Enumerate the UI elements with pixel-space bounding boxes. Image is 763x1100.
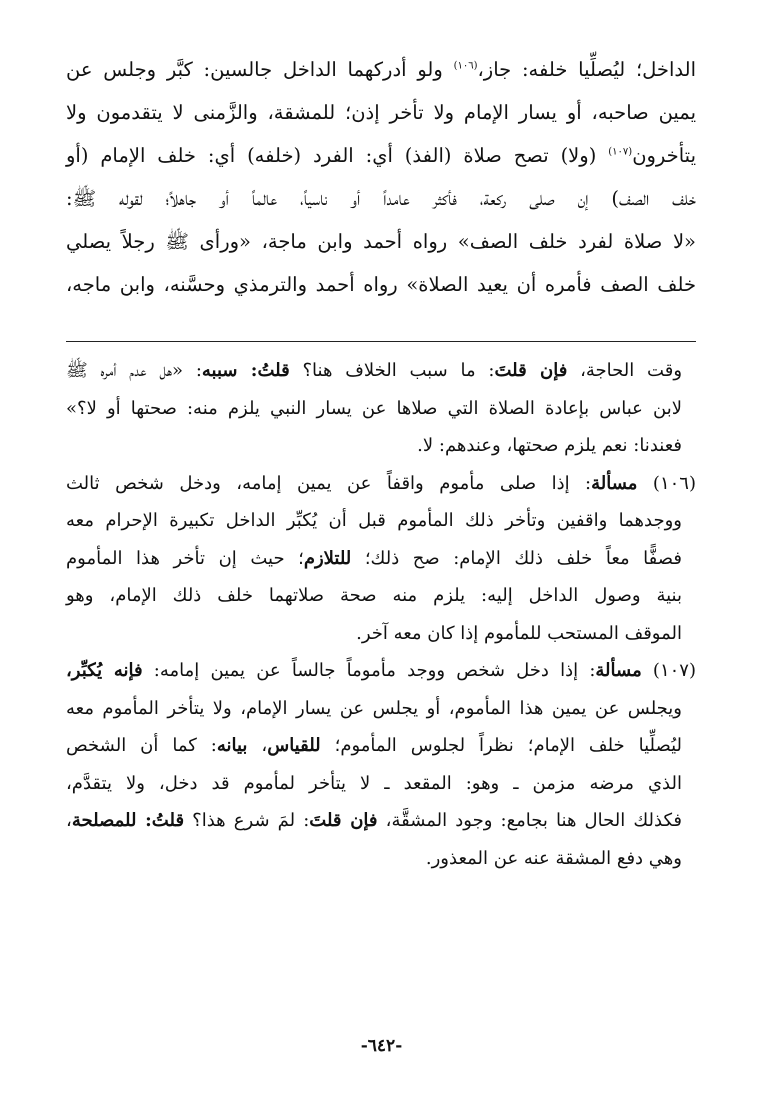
footnote-106-line-1 bbox=[66, 465, 696, 503]
main-line-3 bbox=[66, 134, 696, 177]
text: للقياس bbox=[267, 735, 321, 756]
text: الداخل؛ ليُصلِّيا خلفه: جاز، bbox=[477, 58, 696, 81]
text: ، bbox=[247, 735, 268, 756]
text: يتأخرون bbox=[632, 144, 696, 167]
footnote-107-line-1 bbox=[66, 652, 696, 690]
main-line-2: يمين صاحبه، أو يسار الإمام ولا تأخر إذن؛ للمشقة، والزَّمنى لا يتقدمون ولا bbox=[66, 101, 696, 124]
text: للتلازم bbox=[303, 547, 352, 569]
footnote-107-line-2: ويجلس عن يمين هذا المأموم، أو يجلس عن يسار الإمام، ولا يتأخر المأموم معه bbox=[66, 697, 682, 719]
text: فكذلك الحال هنا بجامع: وجود المشقَّة، bbox=[377, 810, 682, 831]
note-cont-line-1 bbox=[66, 352, 696, 390]
text: فإن قلتَ bbox=[309, 810, 378, 831]
main-line-1 bbox=[66, 48, 696, 91]
footnote-ref-106[interactable]: (١٠٦) bbox=[453, 60, 478, 72]
text: : إذا صلى مأموم واقفاً عن يمين إمامه، ودخل شخص ثالث bbox=[66, 472, 592, 494]
text: قلتُ: سببه bbox=[201, 360, 290, 381]
footnote-107-line-5 bbox=[66, 802, 696, 840]
text: ليُصلِّيا خلف الإمام؛ نظراً لجلوس المأموم؛ bbox=[320, 735, 683, 756]
text: قلتُ: للمصلحة bbox=[71, 810, 185, 831]
footnote-divider bbox=[66, 341, 696, 342]
footnote-106-line-5: الموقف المستحب للمأموم إذا كان معه آخر. bbox=[356, 622, 682, 644]
footnote-number: (١٠٦) bbox=[637, 472, 696, 494]
footnote-106-line-2: ووجدهما واقفين وتأخر ذلك المأموم قبل أن يُكبِّر الداخل تكبيرة الإحرام معه bbox=[66, 510, 682, 531]
footnote-107-line-4: الذي مرضه مزمن ـ وهو: المقعد ـ لا يتأخر لمأموم قد دخل، ولا يتقدَّم، bbox=[66, 772, 682, 794]
text: وقت الحاجة، bbox=[567, 360, 683, 381]
main-line-6: خلف الصف فأمره أن يعيد الصلاة» رواه أحمد والترمذي وحسَّنه، وابن ماجه، bbox=[66, 273, 696, 296]
text: مسألة bbox=[591, 472, 638, 494]
text: : «هل عدم أمره ﷺ bbox=[66, 360, 202, 381]
text: (ولا) تصح صلاة (الفذ) أي: الفرد (خلفه) أي: خلف الإمام (أو bbox=[66, 144, 609, 167]
note-cont-line-3: فعندنا: نعم يلزم صحتها، وعندهم: لا. bbox=[417, 435, 682, 456]
text: فإن قلتَ bbox=[494, 360, 568, 381]
text: فإنه يُكبِّر، bbox=[66, 660, 143, 681]
footnote-ref-107[interactable]: (١٠٧) bbox=[608, 146, 633, 158]
text: ولو أدركهما الداخل جالسين: كبَّر وجلس عن bbox=[66, 58, 454, 81]
main-text bbox=[66, 48, 696, 306]
footnote-107-line-6: وهي دفع المشقة عنه عن المعذور. bbox=[425, 847, 682, 869]
footnote-106-line-4: بنية وصول الداخل إليه: يلزم منه صحة صلاتهما خلف ذلك الإمام، وهو bbox=[66, 585, 682, 606]
text: مسألة bbox=[595, 660, 642, 681]
footnote-number: (١٠٧) bbox=[641, 660, 696, 681]
text: : كما أن الشخص bbox=[66, 735, 217, 756]
note-cont-line-2: لابن عباس بإعادة الصلاة التي صلاها عن يسار النبي يلزم منه: صحتها أو لا؟» bbox=[66, 397, 682, 419]
text: ، bbox=[66, 810, 72, 831]
text: ؛ حيث إن تأخر هذا المأموم bbox=[66, 547, 304, 569]
footnote-106-line-3 bbox=[66, 540, 696, 578]
main-line-5: «لا صلاة لفرد خلف الصف» رواه أحمد وابن ماجة، «ورأى ﷺ رجلاً يصلي bbox=[66, 230, 696, 253]
main-line-4: خلف الصف) إن صلى ركعة، فأكثر عامداً أو ناسياً، عالماً أو جاهلاً؛ لقوله ﷺ: bbox=[66, 187, 696, 210]
text: بيانه bbox=[216, 735, 248, 756]
text: : ما سبب الخلاف هنا؟ bbox=[289, 360, 495, 381]
footnotes bbox=[66, 352, 696, 877]
text: : لمَ شرع هذا؟ bbox=[184, 810, 310, 831]
text: : إذا دخل شخص ووجد مأموماً جالساً عن يمين إمامه: bbox=[142, 660, 596, 681]
page-number: -٦٤٢- bbox=[360, 1036, 403, 1056]
text: فصفًّا معاً خلف ذلك الإمام: صح ذلك؛ bbox=[351, 547, 682, 569]
footnote-107-line-3 bbox=[66, 727, 696, 765]
